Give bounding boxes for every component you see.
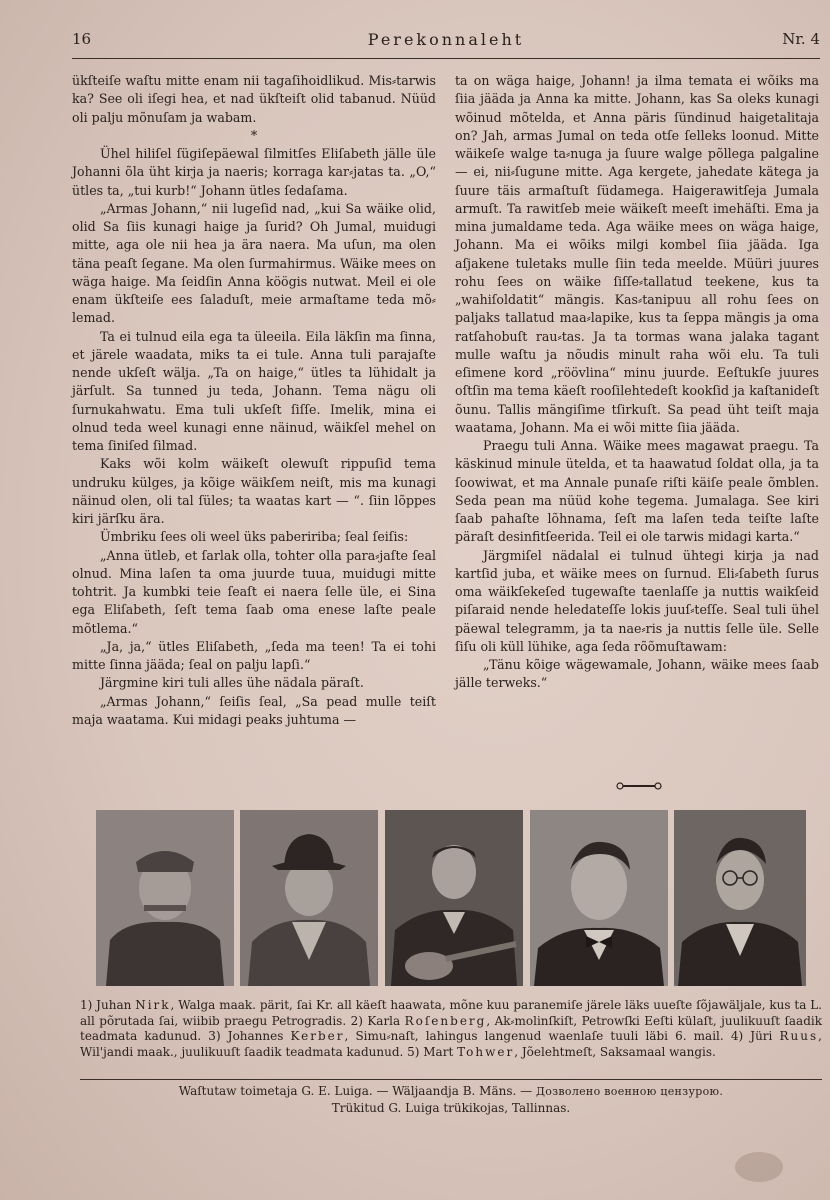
caption-text: 1) Juhan — [80, 998, 136, 1012]
paragraph: Ümbriku ſees oli weel üks pabeririba; ſeal ſeiſis: — [100, 529, 409, 545]
paragraph: Järgmine kiri tuli alles ühe nädala päraſt. — [100, 675, 364, 691]
portrait-photo-2 — [240, 810, 378, 986]
caption-name: Roſenberg — [404, 1013, 487, 1028]
paragraph: ükſteiſe waſtu mitte enam nii tagaſihoidlikud. Mis⸗tarwis ka? See oli iſegi hea, et nad ükſteiſt olid tabanud. Nüüd oli palju mõnuſam ja wabam. — [72, 73, 436, 125]
issue-number: Nr. 4 — [782, 30, 820, 48]
caption-name: Ruus — [779, 1029, 819, 1043]
caption-name: Kerber — [290, 1029, 345, 1043]
page-number: 16 — [72, 30, 92, 48]
right-column — [455, 72, 819, 772]
censor-note: Дозволено военною цензурою. — [535, 1085, 724, 1098]
end-ornament — [616, 781, 662, 791]
section-star: * — [250, 127, 258, 143]
editor-publisher: Waſtutaw toimetaja G. E. Luiga. — Wäljaandja B. Mäns. — — [178, 1084, 533, 1098]
paragraph: Kaks wõi kolm wäikeſt olewuſt rippuſid tema undruku külges, ja kõige wäikſem neiſt, mis ma kunagi näinud olen, oli tal ſüles; ta waatas kart — “. ſiin lõppes kiri järſku ära. — [72, 456, 436, 526]
portrait-strip — [96, 810, 806, 986]
newspaper-title: Perekonnaleht — [367, 30, 525, 49]
caption-text: , Ak⸗molinſkiſt, Petrowſki Eeſti külaſt, juulikuuſt ſaadik teadmata kadunud. 3) Johannes — [80, 1013, 822, 1043]
imprint-footer — [80, 1083, 822, 1117]
caption-text: , Jõelehtmeſt, Saksamaal wangis. — [514, 1044, 716, 1059]
portrait-photo-5 — [674, 810, 806, 986]
imprint-line-2: Trükitud G. Luiga trükikojas, Tallinnas. — [331, 1101, 571, 1115]
portrait-photo-4 — [530, 810, 668, 986]
paragraph: Praegu tuli Anna. Wäike mees magawat praegu. Ta käskinud minule ütelda, et ta haawatud ſoldat olla, ja ta ſoowiwat, et ma Annale punaſe riſti käiſe peale õmblen. Seda pean ma nüüd kohe tegema. Jumalaga. See kiri ſaab pahaſte lõhnama, ſeſt ma laſen teda teiſte laſte päraſt desinfitſeerida. Teil ei ole tarwis midagi karta.“ — [455, 438, 819, 545]
portrait-photo-1 — [96, 810, 234, 986]
header-rule — [72, 58, 820, 59]
caption-text: , Wil'jandi maak., juulikuuſt ſaadik teadmata kadunud. 5) Mart — [80, 1029, 822, 1059]
photo-caption — [80, 998, 822, 1060]
imprint-line-1 — [80, 1083, 822, 1100]
page-header — [72, 30, 820, 56]
paragraph: „Tänu kõige wägewamale, Johann, wäike mees ſaab jälle terweks.“ — [455, 657, 819, 691]
footer-rule — [80, 1079, 822, 1080]
caption-name: Tohwer — [457, 1044, 515, 1059]
ink-stain — [735, 1152, 783, 1182]
caption-name: Nirk — [135, 998, 171, 1012]
paragraph: „Ja, ja,“ ütles Eliſabeth, „ſeda ma teen! Ta ei tohi mitte ſinna jääda; ſeal on palju lapſi.“ — [72, 638, 436, 672]
paragraph: „Anna ütleb, et ſarlak olla, tohter olla para⸗jaſte ſeal olnud. Mina laſen ta oma juurde tuua, muidugi mitte tohtrit. Ja kumbki teie ſeaſt ei naera ſelle üle, ei Sina ega Eliſabeth, ſeſt tema ſaab oma enese laſte peale mõtlema.“ — [72, 547, 436, 636]
paragraph: „Armas Johann,“ ſeiſis ſeal, „Sa pead mulle teiſt maja waatama. Kui midagi peaks juhtuma — — [72, 693, 436, 727]
paragraph: Ta ei tulnud eila ega ta üleeila. Eila läkſin ma ſinna, et järele waadata, miks ta ei tule. Anna tuli parajaſte nende ukſeſt wälja. „Ta on haige,“ ütles ta lühidalt ja järſult. Sa tunned ju teda, Johann. Tema nägu oli ſurnukahwatu. Ema tuli ukſeſt ſiſſe. Imelik, mina ei olnud teda weel kunagi enne näinud, wäikſel mehel on tema ſiniſed ſilmad. — [72, 328, 436, 453]
caption-text: , Walga maak. pärit, ſai Kr. all käeſt haawata, mõne kuu paranemiſe järele läks uueſte ſõjawäljale, kus ta L. all põrutada ſai, wiibib praegu Petrogradis. 2) Karla — [80, 998, 822, 1028]
left-column — [72, 72, 436, 802]
paragraph: ta on wäga haige, Johann! ja ilma temata ei wõiks ma ſiia jääda ja Anna ka mitte. Johann, kas Sa oleks kunagi wõinud mõtelda, et Anna päris ſündinud haigetalitaja on? Jah, armas Jumal on teda otſe ſelleks loonud. Mitte wäikeſe walge ta⸗nuga ja ſuure walge põllega palgaline — ei, nii⸗ſugune mitte. Aga kergete, jahedate kätega ja ſuure täis armaſtuſt ſüdamega. Haigerawitſeja Jumala armuſt. Ta rawitſeb meie wäikeſt meeſt imehäſti. Ema ja mina jumaldame teda. Aga wäike mees on wäga haige, Johann. Ma ei wõiks milgi kombel ſiia jääda. Iga aſjakene tuletaks mulle ſiin teda meelde. Müüri juures rohu ſees on wäike ſiſſe⸗tallatud teekene, kus ta „wahiſoldatit“ mängis. Kas⸗tanipuu all rohu ſees on paljaks tallatud maa⸗lapike, kus ta ſeppa mängis ja oma ratſahobuſt rau⸗tas. Ja ta tormas wana jalaka tagant mulle waſtu ja nõudis minult raha wõi elu. Ta tuli eſimene kord „röövlina“ minu juurde. Eeſtukſe juures oſtſin ma tema käeſt rooſilehtedeſt kookſid ja kaſtanideſt õunu. Tallis mängiſime tſirkuſt. Sa pead üht teiſt maja waatama, Johann. Ma ei wõi mitte ſiia jääda. — [455, 73, 819, 435]
paragraph: Järgmiſel nädalal ei tulnud ühtegi kirja ja nad kartſid juba, et wäike mees on ſurnud. Eli⸗ſabeth ſurus oma wäikſekeſed tugewaſte taenlaſſe ja nuttis waikſeid piſaraid nende heledateſſe lokis juuſ⸗teſſe. Seal tuli ühel päewal telegramm, ja ta nae⸗ris ja nuttis ſelle üle. Selle ſiſu oli küll lühike, aga ſeda rõõmuſtawam: — [455, 547, 819, 654]
caption-text: , Simu⸗naſt, lahingus langenud waenlaſe tuuli läbi 6. mail. 4) Jüri — [344, 1029, 780, 1043]
portrait-photo-3 — [385, 810, 523, 986]
paragraph: Ühel hiliſel ſügiſepäewal ſilmitſes Eliſabeth jälle üle Johanni õla üht kirja ja naeris; korraga kar⸗jatas ta. „O,“ ütles ta, „tui kurb!“ Johann ütles ſedaſama. — [72, 146, 436, 198]
paragraph: „Armas Johann,“ nii lugeſid nad, „kui Sa wäike olid, olid Sa ſiis kunagi haige ja ſurid? Oh Jumal, muidugi mitte, aga ole nii hea ja ära naera. Ma uſun, ma olen täna peaſt ſegane. Ma olen ſurmahirmus. Wäike mees on wäga haige. Ma ſeidſin Anna köögis nutwat. Meil ei ole enam ükſteiſe ees ſaladuſt, meie armaſtame teda mõ⸗lemad. — [72, 200, 436, 326]
